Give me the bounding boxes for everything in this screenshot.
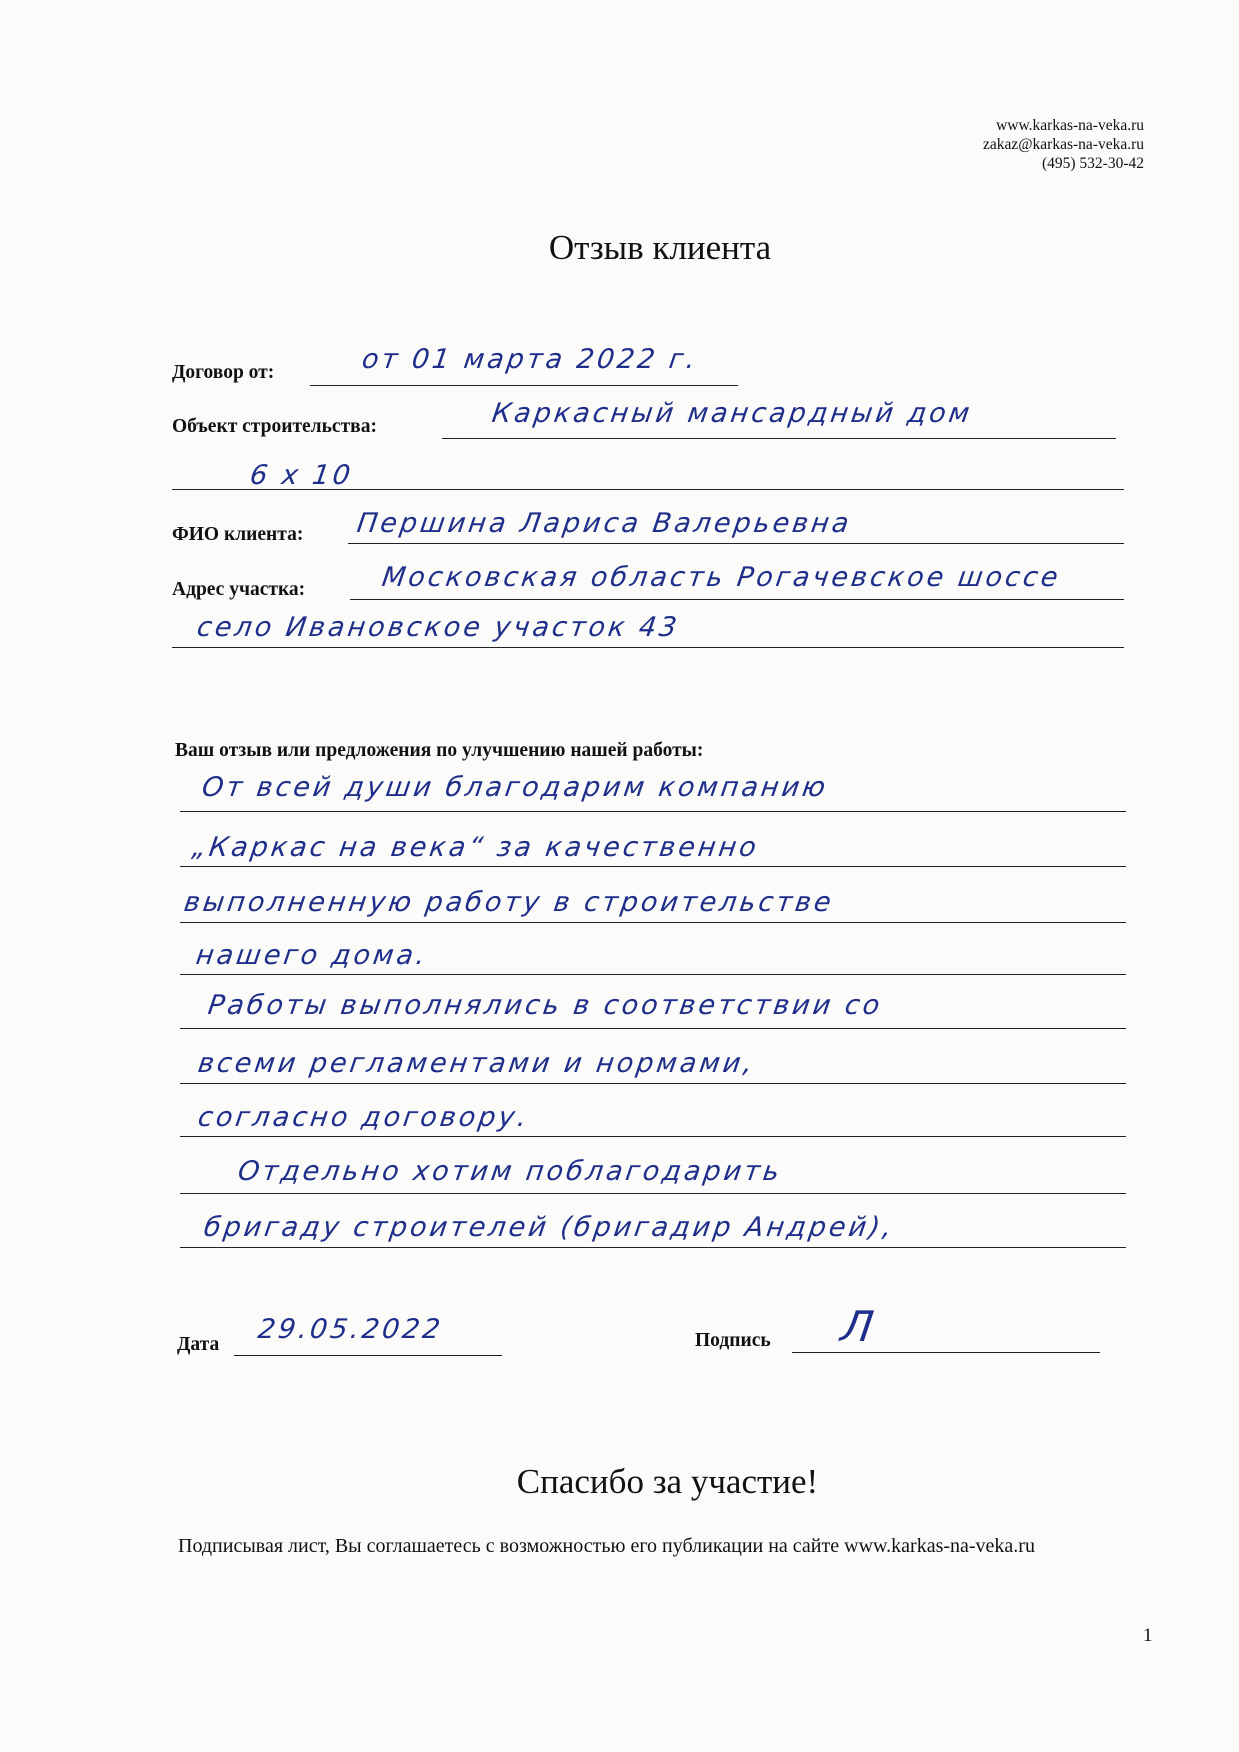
object-line-1: [442, 438, 1116, 439]
address-label: Адрес участка:: [172, 579, 306, 600]
object-value-line2[interactable]: 6 x 10: [248, 460, 356, 491]
feedback-label: Ваш отзыв или предложения по улучшению нашей работы:: [175, 740, 704, 761]
page-title: Отзыв клиента: [548, 228, 772, 267]
feedback-line-1: [180, 811, 1126, 812]
address-value-line2[interactable]: село Ивановское участок 43: [195, 612, 682, 643]
contract-label: Договор от:: [172, 362, 275, 383]
feedback-text-line-9[interactable]: бригаду строителей (бригадир Андрей),: [202, 1212, 897, 1243]
consent-text: Подписывая лист, Вы соглашаетесь с возможностью его публикации на сайте www.karkas-na-veka.ru: [178, 1535, 1035, 1557]
header-contacts: [983, 116, 1144, 173]
object-value-line1[interactable]: Каркасный мансардный дом: [490, 398, 975, 429]
feedback-line-5: [180, 1028, 1126, 1029]
feedback-text-line-6[interactable]: всеми регламентами и нормами,: [196, 1048, 758, 1079]
email-link[interactable]: zakaz@karkas-na-veka.ru: [983, 136, 1144, 153]
feedback-line-6: [180, 1083, 1126, 1084]
phone-number: (495) 532-30-42: [1041, 155, 1144, 172]
object-label: Объект строительства:: [172, 416, 377, 437]
client-line: [348, 543, 1124, 544]
address-line-2: [172, 647, 1124, 648]
feedback-text-line-8[interactable]: Отдельно хотим поблагодарить: [236, 1156, 785, 1187]
signature-value[interactable]: Л: [838, 1302, 880, 1351]
date-value[interactable]: 29.05.2022: [256, 1314, 445, 1345]
feedback-line-7: [180, 1136, 1126, 1137]
feedback-line-9: [180, 1247, 1126, 1248]
feedback-line-4: [180, 974, 1126, 975]
date-label: Дата: [177, 1334, 220, 1355]
signature-label: Подпись: [695, 1330, 771, 1351]
feedback-line-3: [180, 922, 1126, 923]
feedback-text-line-1[interactable]: От всей души благодарим компанию: [200, 772, 831, 803]
signature-line: [792, 1352, 1100, 1353]
feedback-text-line-2[interactable]: „Каркас на века“ за качественно: [190, 832, 762, 863]
date-line: [234, 1355, 502, 1356]
contract-line: [310, 385, 738, 386]
address-value-line1[interactable]: Московская область Рогачевское шоссе: [380, 562, 1063, 593]
feedback-text-line-5[interactable]: Работы выполнялись в соответствии со: [206, 990, 885, 1021]
feedback-line-8: [180, 1193, 1126, 1194]
client-label: ФИО клиента:: [172, 524, 304, 545]
page-number: 1: [1143, 1625, 1153, 1646]
thanks-heading: Спасибо за участие!: [516, 1462, 819, 1501]
client-value[interactable]: Першина Лариса Валерьевна: [355, 508, 854, 539]
feedback-text-line-7[interactable]: согласно договору.: [196, 1102, 532, 1133]
feedback-text-line-4[interactable]: нашего дома.: [194, 940, 430, 971]
contract-value[interactable]: от 01 марта 2022 г.: [360, 344, 701, 375]
feedback-text-line-3[interactable]: выполненную работу в строительстве: [182, 887, 836, 918]
website-link[interactable]: www.karkas-na-veka.ru: [996, 117, 1144, 134]
address-line-1: [350, 599, 1124, 600]
feedback-line-2: [180, 866, 1126, 867]
